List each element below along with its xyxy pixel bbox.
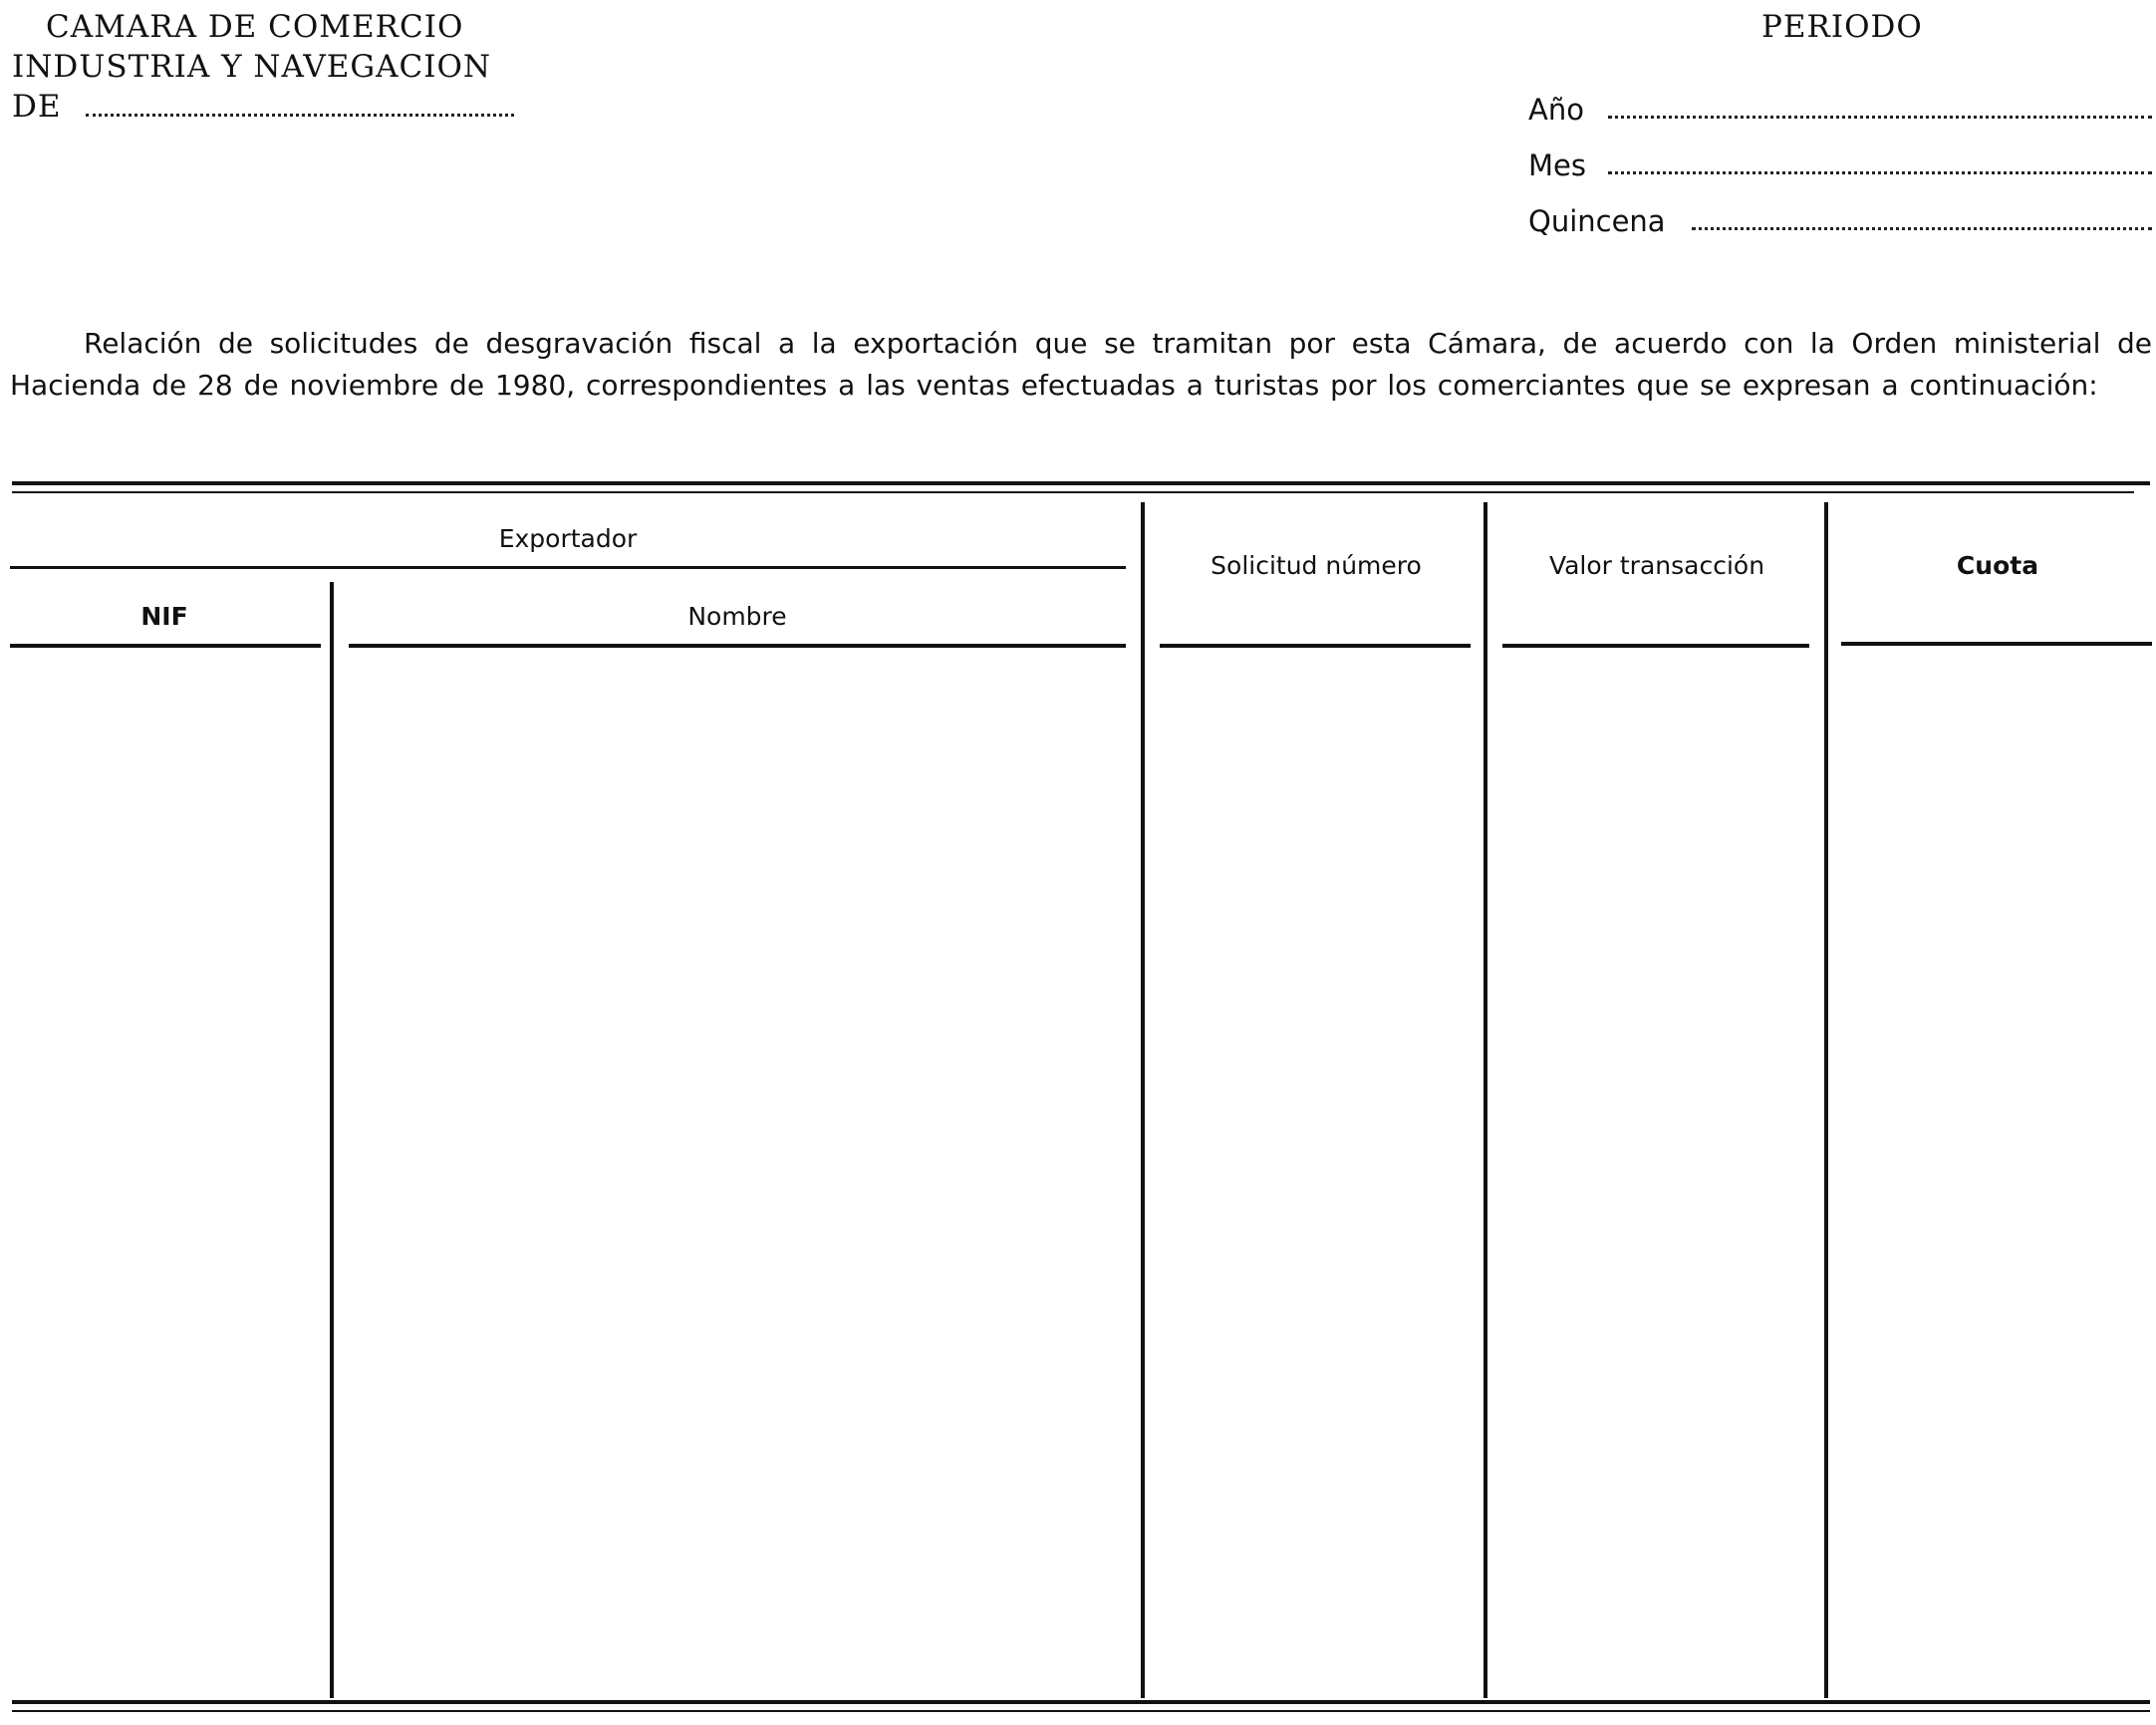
header-solicitud-numero: Solicitud número — [1211, 551, 1422, 580]
header-nif: NIF — [140, 602, 188, 631]
table-top-rule-thin — [12, 491, 2134, 493]
solicitud-header-rule — [1160, 644, 1471, 648]
table-bottom-rule — [12, 1700, 2150, 1704]
header-exportador: Exportador — [498, 524, 638, 553]
header-nombre: Nombre — [687, 602, 787, 631]
table-bottom-rule-thin — [12, 1710, 2150, 1712]
table-top-rule — [12, 481, 2150, 485]
column-divider-valor-cuota — [1824, 502, 1828, 1698]
cuota-header-rule — [1841, 642, 2152, 646]
chamber-name-line-1: CAMARA DE COMERCIO — [46, 9, 464, 45]
nif-header-rule — [10, 644, 321, 648]
periodo-label-quincena: Quincena — [1528, 204, 1666, 238]
chamber-name-line-2: INDUSTRIA Y NAVEGACION — [12, 49, 492, 85]
column-divider-nif-nombre — [330, 582, 334, 1698]
column-divider-solicitud-valor — [1483, 502, 1487, 1698]
header-valor-transaccion: Valor transacción — [1548, 551, 1765, 580]
header-cuota: Cuota — [1956, 551, 2039, 580]
periodo-label-mes: Mes — [1528, 148, 1586, 182]
nombre-header-rule — [349, 644, 1126, 648]
intro-paragraph: Relación de solicitudes de desgravación fiscal a la exportación que se tramitan por esta Cámara, de acuerdo con la Orden ministerial de Hacienda de 28 de noviembre de 1980, correspondientes a las ventas efectuadas a turistas por los comerciantes que se expresan a continuación: — [10, 327, 2152, 402]
valor-header-rule — [1502, 644, 1809, 648]
periodo-label-ano: Año — [1528, 93, 1584, 127]
chamber-location-label: DE — [12, 89, 62, 125]
column-divider-exportador-solicitud — [1141, 502, 1145, 1698]
periodo-title: PERIODO — [1761, 9, 1923, 45]
exportador-group-rule — [10, 566, 1126, 569]
